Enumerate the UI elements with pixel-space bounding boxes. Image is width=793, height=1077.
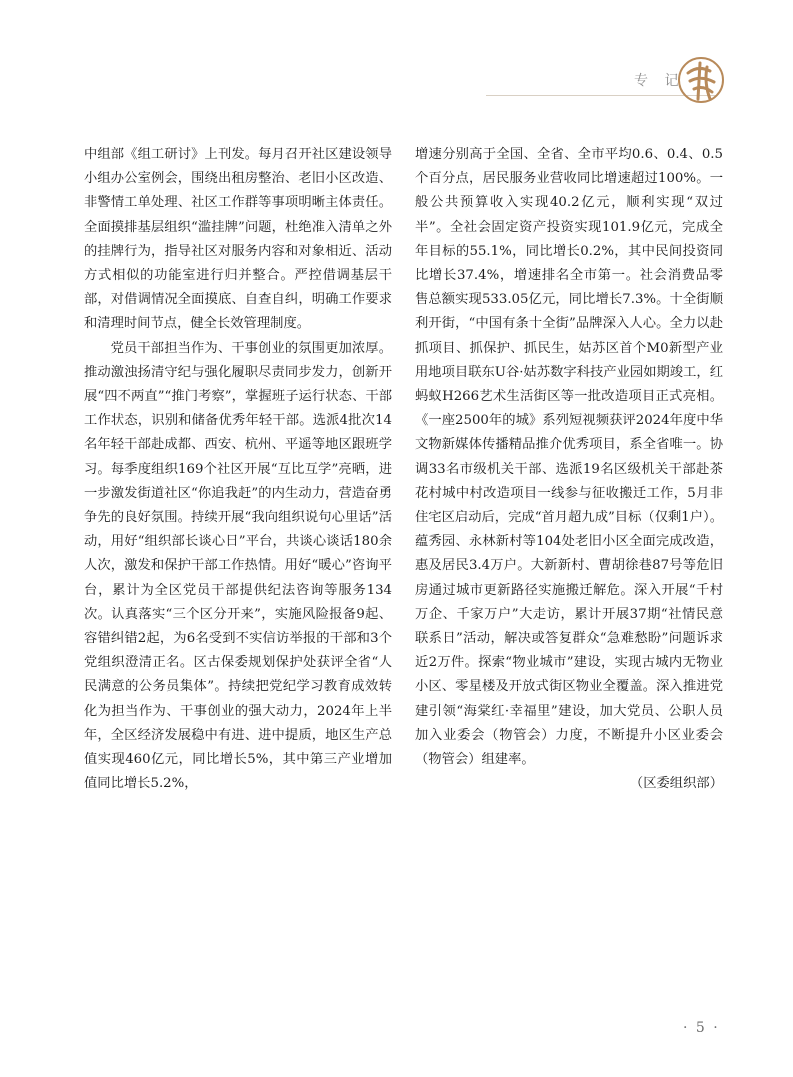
left-column	[84, 143, 392, 796]
left-paragraph-2: 党员干部担当作为、干事创业的氛围更加浓厚。推动激浊扬清守纪与强化履职尽责同步发力，创新开展“四不两直”“推门考察”，掌握班子运行状态、干部工作状态，识别和储备优秀年轻干部。选派4批次14名年轻干部赴成都、西安、杭州、平遥等地区跟班学习。每季度组织169个社区开展“互比互学”亮晒，进一步激发街道社区“你追我赶”的内生动力，营造奋勇争先的良好氛围。持续开展“我向组织说句心里话”活动，用好“组织部长谈心日”平台，共谈心谈话180余人次，激发和保护干部工作热情。用好“暖心”咨询平台，累计为全区党员干部提供纪法咨询等服务134次。认真落实“三个区分开来”，实施风险报备9起、容错纠错2起，为6名受到不实信访举报的干部和3个党组织澄清正名。区古保委规划保护处获评全省“人民满意的公务员集体”。持续把党纪学习教育成效转化为担当作为、干事创业的强大动力，2024年上半年，全区经济发展稳中有进、进中提质，地区生产总值实现460亿元，同比增长5%，其中第三产业增加值同比增长5.2%，	[84, 340, 392, 792]
calligraphy-seal-icon	[676, 55, 726, 105]
page-number: · 5 ·	[683, 1020, 720, 1036]
right-paragraph-1: 增速分别高于全国、全省、全市平均0.6、0.4、0.5个百分点，居民服务业营收同比增速超过100%。一般公共预算收入实现40.2亿元，顺利实现“双过半”。全社会固定资产投资实现101.9亿元，完成全年目标的55.1%，同比增长0.2%，其中民间投资同比增长37.4%，增速排名全市第一。社会消费品零售总额实现533.05亿元，同比增长7.3%。十全街顺利开街，“中国有条十全街”品牌深入人心。全力以赴抓项目、抓保护、抓民生，姑苏区首个M0新型产业用地项目联东U谷·姑苏数字科技产业园如期竣工，红蚂蚁H266艺术生活街区等一批改造项目正式亮相。《一座2500年的城》系列短视频获评2024年度中华文物新媒体传播精品推介优秀项目，系全省唯一。协调33名市级机关干部、选派19名区级机关干部赴茶花村城中村改造项目一线参与征收搬迁工作，5月非住宅区启动后，完成“首月超九成”目标（仅剩1户）。蕴秀园、永林新村等104处老旧小区全面完成改造，惠及居民3.4万户。大新新村、曹胡徐巷87号等危旧房通过城市更新路径实施搬迁解危。深入开展“千村万企、千家万户”大走访，累计开展37期“社情民意联系日”活动，解决或答复群众“急难愁盼”问题诉求近2万件。探索“物业城市”建设，实现古城内无物业小区、零星楼及开放式街区物业全覆盖。深入推进党建引领“海棠红·幸福里”建设，加大党员、公职人员加入业委会（物管会）力度，不断提升小区业委会（物管会）组建率。	[415, 147, 723, 768]
section-label: 专 记	[634, 73, 685, 89]
author-signature: （区委组织部）	[629, 776, 723, 792]
left-paragraph-1: 中组部《组工研讨》上刊发。每月召开社区建设领导小组办公室例会，围绕出租房整治、老旧小区改造、非警情工单处理、社区工作群等事项明晰主体责任。全面摸排基层组织“滥挂牌”问题，杜绝准入清单之外的挂牌行为，指导社区对服务内容和对象相近、活动方式相似的功能室进行归并整合。严控借调基层干部，对借调情况全面摸底、自查自纠，明确工作要求和清理时间节点，健全长效管理制度。	[84, 147, 392, 332]
right-column	[415, 143, 723, 796]
